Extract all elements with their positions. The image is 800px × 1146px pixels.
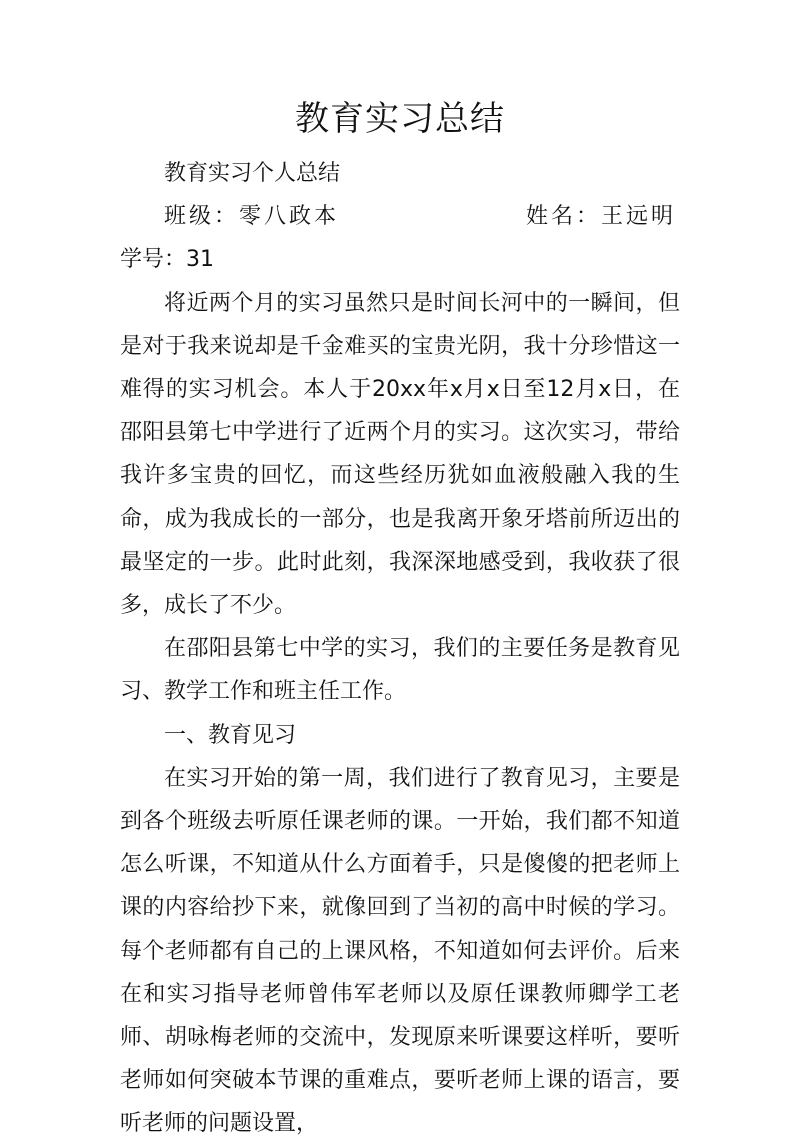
name-label: 姓名：王远明	[525, 204, 676, 230]
document-subtitle: 教育实习个人总结	[164, 161, 341, 186]
student-id: 学号：31	[120, 247, 214, 273]
student-info-row	[120, 195, 680, 238]
paragraph-tasks: 在邵阳县第七中学的实习，我们的主要任务是教育见习、教学工作和班主任工作。	[120, 636, 680, 705]
paragraph-observation: 在实习开始的第一周，我们进行了教育见习，主要是到各个班级去听原任课老师的课。一开始，我们都不知道怎么听课，不知道从什么方面着手，只是傻傻的把老师上课的内容给抄下来，就像回到了当初的高中时候的学习。每个老师都有自己的上课风格，不知道如何去评价。后来在和实习指导老师曾伟军老师以及原任课教师卿学工老师、胡咏梅老师的交流中，发现原来听课要这样听，要听老师如何突破本节课的重难点，要听老师上课的语言，要听老师的问题设置，	[120, 765, 680, 1137]
document-body	[120, 152, 680, 1146]
section-heading: 一、教育见习	[164, 722, 297, 748]
paragraph-intro: 将近两个月的实习虽然只是时间长河中的一瞬间，但是对于我来说却是千金难买的宝贵光阴，我十分珍惜这一难得的实习机会。本人于20xx年x月x日至12月x日，在邵阳县第七中学进行了近两个月的实习。这次实习，带给我许多宝贵的回忆，而这些经历犹如血液般融入我的生命，成为我成长的一部分，也是我离开象牙塔前所迈出的最坚定的一步。此时此刻，我深深地感受到，我收获了很多，成长了不少。	[120, 290, 680, 618]
class-label: 班级：零八政本	[164, 204, 340, 230]
document-title: 教育实习总结	[295, 99, 505, 139]
